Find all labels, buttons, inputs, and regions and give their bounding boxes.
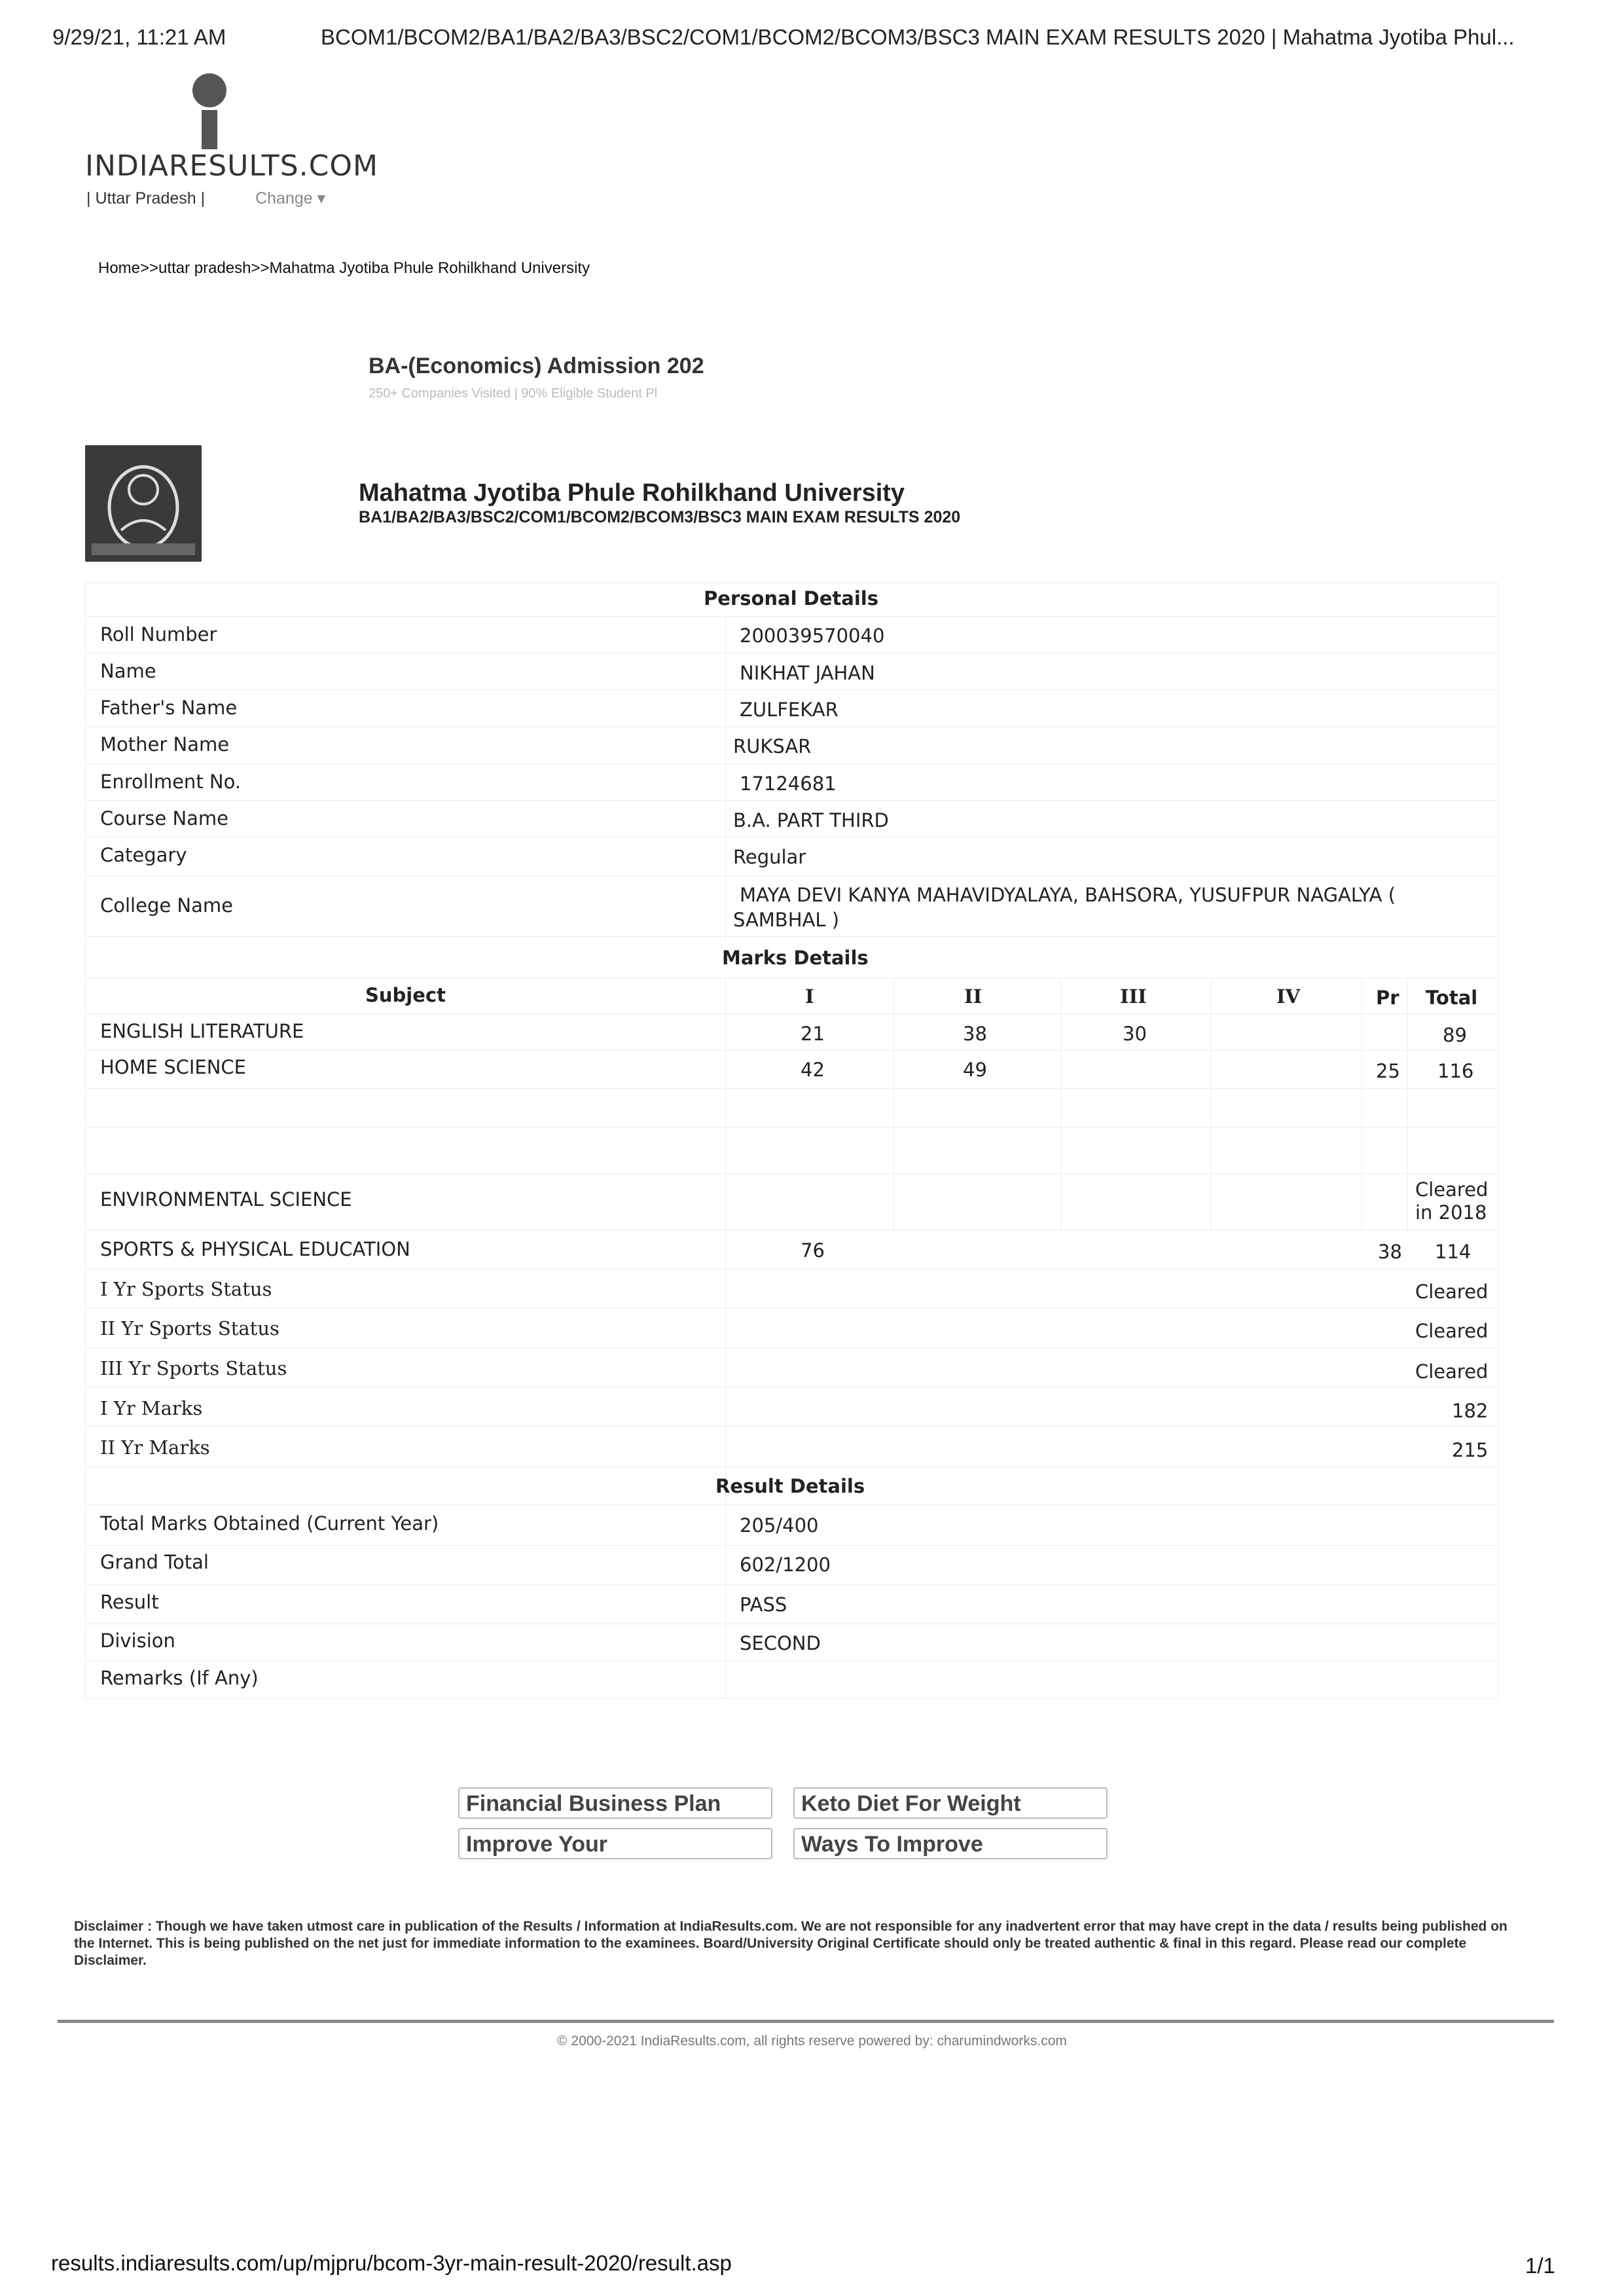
change-state-link[interactable]: Change ▾ (255, 189, 326, 208)
status-label: II Yr Sports Status (100, 1317, 280, 1339)
col-subject: Subject (365, 984, 446, 1006)
ad-link-keto-diet[interactable]: Keto Diet For Weight (793, 1787, 1108, 1819)
col-paper-2: II (964, 985, 983, 1008)
marks-details-heading: Marks Details (722, 947, 869, 969)
col-paper-1: I (805, 985, 814, 1008)
personal-details-heading: Personal Details (704, 587, 878, 610)
marks-total: 116 (1437, 1060, 1474, 1082)
college-name-value-line2: SAMBHAL ) (733, 909, 840, 931)
enrollment-value: 17124681 (740, 773, 837, 795)
print-page-number: 1/1 (1525, 2253, 1555, 2278)
ad-link-improve-your[interactable]: Improve Your (458, 1828, 772, 1859)
subject-name: ENVIRONMENTAL SCIENCE (100, 1188, 352, 1211)
col-paper-3: III (1120, 985, 1147, 1008)
college-name-value-line1: MAYA DEVI KANYA MAHAVIDYALAYA, BAHSORA, YUSUFPUR NAGALYA ( (740, 884, 1396, 906)
subject-name: SPORTS & PHYSICAL EDUCATION (100, 1238, 410, 1260)
footer-divider (58, 2020, 1554, 2023)
marks-paper-1: 42 (801, 1059, 825, 1081)
marks-paper-2: 38 (963, 1023, 987, 1045)
col-paper-4: IV (1276, 985, 1301, 1008)
total-marks-value: 205/400 (740, 1514, 819, 1537)
course-name-label: Course Name (100, 807, 229, 829)
marks-practical: 25 (1376, 1060, 1400, 1082)
site-logo-text[interactable]: INDIARESULTS.COM (85, 149, 378, 183)
result-value: PASS (740, 1594, 787, 1616)
ad-banner-title[interactable]: BA-(Economics) Admission 202 (369, 354, 704, 378)
breadcrumb[interactable]: Home>>uttar pradesh>>Mahatma Jyotiba Phule Rohilkhand University (98, 259, 590, 277)
marks-paper-1: 76 (801, 1239, 825, 1262)
grand-total-value: 602/1200 (740, 1554, 831, 1576)
name-label: Name (100, 660, 156, 682)
father-name-value: ZULFEKAR (740, 699, 839, 721)
status-value: Cleared (1415, 1320, 1489, 1342)
roll-number-value: 200039570040 (740, 625, 885, 647)
total-marks-label: Total Marks Obtained (Current Year) (100, 1512, 439, 1535)
ad-banner-subtitle[interactable]: 250+ Companies Visited | 90% Eligible Student Pl (369, 386, 658, 401)
college-name-label: College Name (100, 894, 233, 917)
grand-total-label: Grand Total (100, 1551, 209, 1573)
site-logo-icon[interactable] (183, 72, 236, 151)
marks-total: 114 (1435, 1241, 1471, 1263)
category-label: Categary (100, 844, 187, 866)
marks-paper-3: 30 (1123, 1023, 1147, 1045)
ad-link-financial-plan[interactable]: Financial Business Plan (458, 1787, 772, 1819)
result-label: Result (100, 1591, 159, 1613)
marks-practical: 38 (1378, 1241, 1402, 1263)
division-value: SECOND (740, 1632, 821, 1654)
name-value: NIKHAT JAHAN (740, 662, 875, 684)
disclaimer-text: Disclaimer : Though we have taken utmost care in publication of the Results / Information at IndiaResults.com. We are not responsible for any inadvertent error that may have crept in the data / results being published on the Internet. This is being published on the net just for immediate information to the examinees. Board/University Original Certificate should only be treated authentic & final in this regard. Please read our complete Disclaimer. (74, 1919, 1507, 1968)
division-label: Division (100, 1630, 175, 1652)
status-value: Cleared (1415, 1360, 1489, 1383)
status-value: 215 (1452, 1439, 1489, 1461)
status-value: 182 (1452, 1400, 1489, 1422)
status-value: Cleared (1415, 1281, 1489, 1303)
print-datetime: 9/29/21, 11:21 AM (52, 25, 226, 49)
exam-name: BA1/BA2/BA3/BSC2/COM1/BCOM2/BCOM3/BSC3 MAIN EXAM RESULTS 2020 (359, 508, 961, 526)
subject-name: ENGLISH LITERATURE (100, 1020, 304, 1042)
subject-name: HOME SCIENCE (100, 1056, 246, 1078)
col-total: Total (1426, 987, 1478, 1009)
marks-total-status-line2: in 2018 (1415, 1201, 1487, 1224)
marks-total: 89 (1443, 1024, 1467, 1046)
ad-link-ways-to-improve[interactable]: Ways To Improve (793, 1828, 1108, 1859)
status-label: II Yr Marks (100, 1436, 210, 1459)
marks-paper-2: 49 (963, 1059, 987, 1081)
enrollment-label: Enrollment No. (100, 771, 242, 793)
marks-paper-1: 21 (801, 1023, 825, 1045)
status-label: III Yr Sports Status (100, 1357, 287, 1379)
remarks-label: Remarks (If Any) (100, 1667, 259, 1689)
status-label: I Yr Marks (100, 1397, 203, 1419)
category-value: Regular (733, 846, 806, 868)
col-practical: Pr (1376, 987, 1399, 1009)
print-page-title: BCOM1/BCOM2/BA1/BA2/BA3/BSC2/COM1/BCOM2/BCOM3/BSC3 MAIN EXAM RESULTS 2020 | Mahatma Jyotiba Phul... (321, 25, 1515, 49)
result-details-heading: Result Details (715, 1475, 865, 1497)
roll-number-label: Roll Number (100, 623, 217, 646)
status-label: I Yr Sports Status (100, 1278, 272, 1300)
state-label: | Uttar Pradesh | (86, 189, 206, 208)
course-name-value: B.A. PART THIRD (733, 809, 889, 831)
copyright-text: © 2000-2021 IndiaResults.com, all rights reserve powered by: charumindworks.com (557, 2033, 1067, 2049)
university-seal-icon (85, 445, 202, 562)
print-page-url: results.indiaresults.com/up/mjpru/bcom-3yr-main-result-2020/result.asp (51, 2251, 732, 2275)
university-name: Mahatma Jyotiba Phule Rohilkhand University (359, 479, 905, 507)
state-selector (86, 189, 325, 208)
mother-name-label: Mother Name (100, 733, 230, 756)
mother-name-value: RUKSAR (733, 735, 812, 757)
father-name-label: Father's Name (100, 697, 238, 719)
marks-total-status-line1: Cleared (1415, 1178, 1489, 1201)
